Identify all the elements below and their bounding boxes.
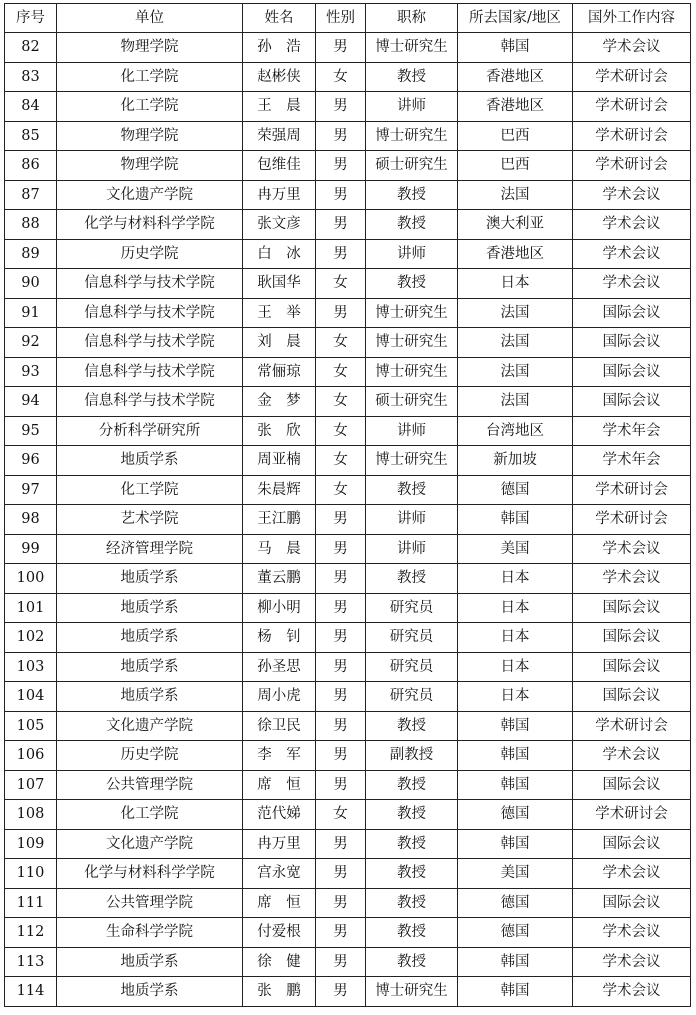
cell-work-content: 学术会议 <box>573 534 691 564</box>
cell-destination: 韩国 <box>458 977 573 1007</box>
cell-work-content: 学术会议 <box>573 859 691 889</box>
cell-name: 周小虎 <box>243 682 316 712</box>
cell-index: 87 <box>5 180 57 210</box>
cell-destination: 韩国 <box>458 505 573 535</box>
cell-destination: 日本 <box>458 564 573 594</box>
cell-work-content: 学术研讨会 <box>573 711 691 741</box>
cell-destination: 韩国 <box>458 741 573 771</box>
cell-gender: 男 <box>316 682 366 712</box>
cell-title: 研究员 <box>366 652 458 682</box>
cell-name: 冉万里 <box>243 829 316 859</box>
table-row <box>5 859 691 889</box>
cell-gender: 男 <box>316 888 366 918</box>
cell-title: 博士研究生 <box>366 357 458 387</box>
cell-index: 97 <box>5 475 57 505</box>
cell-index: 105 <box>5 711 57 741</box>
cell-destination: 韩国 <box>458 711 573 741</box>
cell-index: 91 <box>5 298 57 328</box>
cell-index: 89 <box>5 239 57 269</box>
cell-destination: 日本 <box>458 652 573 682</box>
cell-title: 教授 <box>366 947 458 977</box>
cell-unit: 公共管理学院 <box>57 770 243 800</box>
cell-work-content: 国际会议 <box>573 387 691 417</box>
cell-unit: 地质学系 <box>57 593 243 623</box>
cell-title: 讲师 <box>366 239 458 269</box>
cell-title: 教授 <box>366 564 458 594</box>
personnel-table <box>4 3 691 1007</box>
cell-title: 博士研究生 <box>366 298 458 328</box>
table-row <box>5 121 691 151</box>
table-row <box>5 711 691 741</box>
table-row <box>5 180 691 210</box>
cell-destination: 德国 <box>458 475 573 505</box>
cell-destination: 德国 <box>458 888 573 918</box>
cell-name: 荣强周 <box>243 121 316 151</box>
cell-gender: 男 <box>316 151 366 181</box>
cell-name: 耿国华 <box>243 269 316 299</box>
cell-unit: 信息科学与技术学院 <box>57 357 243 387</box>
cell-work-content: 学术会议 <box>573 947 691 977</box>
cell-work-content: 国际会议 <box>573 623 691 653</box>
table-row <box>5 62 691 92</box>
cell-name: 白 冰 <box>243 239 316 269</box>
cell-work-content: 国际会议 <box>573 888 691 918</box>
cell-destination: 香港地区 <box>458 92 573 122</box>
cell-title: 博士研究生 <box>366 33 458 63</box>
cell-work-content: 学术研讨会 <box>573 121 691 151</box>
cell-work-content: 学术研讨会 <box>573 92 691 122</box>
cell-work-content: 学术会议 <box>573 239 691 269</box>
table-row <box>5 33 691 63</box>
cell-gender: 男 <box>316 711 366 741</box>
table-row <box>5 210 691 240</box>
cell-unit: 物理学院 <box>57 121 243 151</box>
cell-work-content: 学术研讨会 <box>573 475 691 505</box>
cell-name: 董云鹏 <box>243 564 316 594</box>
cell-destination: 法国 <box>458 180 573 210</box>
cell-destination: 美国 <box>458 534 573 564</box>
cell-index: 96 <box>5 446 57 476</box>
cell-destination: 日本 <box>458 269 573 299</box>
cell-work-content: 学术会议 <box>573 210 691 240</box>
table-header-row <box>5 4 691 33</box>
cell-index: 86 <box>5 151 57 181</box>
cell-title: 博士研究生 <box>366 121 458 151</box>
cell-unit: 化学与材料科学学院 <box>57 210 243 240</box>
cell-index: 95 <box>5 416 57 446</box>
table-row <box>5 623 691 653</box>
cell-name: 付爱根 <box>243 918 316 948</box>
table-row <box>5 269 691 299</box>
cell-gender: 男 <box>316 92 366 122</box>
cell-unit: 地质学系 <box>57 947 243 977</box>
cell-name: 马 晨 <box>243 534 316 564</box>
cell-unit: 化工学院 <box>57 92 243 122</box>
cell-index: 106 <box>5 741 57 771</box>
cell-unit: 物理学院 <box>57 151 243 181</box>
table-row <box>5 92 691 122</box>
cell-name: 杨 钊 <box>243 623 316 653</box>
cell-work-content: 学术会议 <box>573 741 691 771</box>
cell-unit: 地质学系 <box>57 446 243 476</box>
cell-index: 104 <box>5 682 57 712</box>
cell-destination: 日本 <box>458 682 573 712</box>
cell-name: 张 鹏 <box>243 977 316 1007</box>
cell-destination: 香港地区 <box>458 239 573 269</box>
cell-gender: 男 <box>316 741 366 771</box>
cell-gender: 女 <box>316 328 366 358</box>
cell-work-content: 国际会议 <box>573 652 691 682</box>
cell-title: 教授 <box>366 210 458 240</box>
cell-work-content: 国际会议 <box>573 770 691 800</box>
cell-destination: 新加坡 <box>458 446 573 476</box>
cell-gender: 男 <box>316 534 366 564</box>
cell-unit: 信息科学与技术学院 <box>57 328 243 358</box>
cell-title: 教授 <box>366 859 458 889</box>
header-destination: 所去国家/地区 <box>458 4 573 33</box>
cell-name: 王 晨 <box>243 92 316 122</box>
cell-work-content: 学术会议 <box>573 918 691 948</box>
cell-destination: 澳大利亚 <box>458 210 573 240</box>
cell-work-content: 学术会议 <box>573 180 691 210</box>
cell-index: 85 <box>5 121 57 151</box>
cell-title: 教授 <box>366 800 458 830</box>
header-work-content: 国外工作内容 <box>573 4 691 33</box>
cell-name: 周亚楠 <box>243 446 316 476</box>
cell-title: 博士研究生 <box>366 328 458 358</box>
cell-work-content: 学术会议 <box>573 977 691 1007</box>
cell-name: 金 梦 <box>243 387 316 417</box>
cell-gender: 男 <box>316 505 366 535</box>
cell-gender: 女 <box>316 475 366 505</box>
cell-title: 教授 <box>366 269 458 299</box>
table-row <box>5 446 691 476</box>
cell-gender: 男 <box>316 33 366 63</box>
cell-index: 114 <box>5 977 57 1007</box>
cell-destination: 韩国 <box>458 770 573 800</box>
cell-destination: 韩国 <box>458 33 573 63</box>
cell-unit: 信息科学与技术学院 <box>57 387 243 417</box>
cell-index: 102 <box>5 623 57 653</box>
cell-gender: 女 <box>316 357 366 387</box>
cell-name: 王江鹏 <box>243 505 316 535</box>
table-row <box>5 682 691 712</box>
cell-gender: 女 <box>316 387 366 417</box>
header-index: 序号 <box>5 4 57 33</box>
cell-gender: 男 <box>316 859 366 889</box>
cell-unit: 物理学院 <box>57 33 243 63</box>
cell-unit: 公共管理学院 <box>57 888 243 918</box>
cell-unit: 化学与材料科学学院 <box>57 859 243 889</box>
cell-gender: 男 <box>316 564 366 594</box>
cell-work-content: 国际会议 <box>573 593 691 623</box>
table-row <box>5 298 691 328</box>
cell-work-content: 国际会议 <box>573 328 691 358</box>
cell-gender: 女 <box>316 416 366 446</box>
cell-index: 90 <box>5 269 57 299</box>
cell-gender: 男 <box>316 918 366 948</box>
cell-index: 88 <box>5 210 57 240</box>
cell-name: 徐卫民 <box>243 711 316 741</box>
cell-destination: 美国 <box>458 859 573 889</box>
cell-unit: 地质学系 <box>57 977 243 1007</box>
cell-gender: 女 <box>316 800 366 830</box>
cell-unit: 历史学院 <box>57 741 243 771</box>
cell-work-content: 学术研讨会 <box>573 151 691 181</box>
table-row <box>5 770 691 800</box>
cell-unit: 信息科学与技术学院 <box>57 269 243 299</box>
cell-title: 硕士研究生 <box>366 387 458 417</box>
cell-unit: 地质学系 <box>57 564 243 594</box>
cell-gender: 男 <box>316 623 366 653</box>
cell-title: 教授 <box>366 918 458 948</box>
cell-name: 朱晨辉 <box>243 475 316 505</box>
cell-unit: 文化遗产学院 <box>57 180 243 210</box>
header-gender: 性别 <box>316 4 366 33</box>
cell-work-content: 学术会议 <box>573 269 691 299</box>
cell-work-content: 国际会议 <box>573 829 691 859</box>
cell-index: 112 <box>5 918 57 948</box>
cell-destination: 法国 <box>458 387 573 417</box>
cell-index: 92 <box>5 328 57 358</box>
cell-gender: 女 <box>316 62 366 92</box>
cell-work-content: 国际会议 <box>573 682 691 712</box>
cell-name: 孙 浩 <box>243 33 316 63</box>
cell-work-content: 学术会议 <box>573 564 691 594</box>
table-row <box>5 328 691 358</box>
cell-unit: 文化遗产学院 <box>57 829 243 859</box>
table-row <box>5 918 691 948</box>
cell-name: 席 恒 <box>243 888 316 918</box>
cell-gender: 男 <box>316 210 366 240</box>
table-row <box>5 387 691 417</box>
cell-title: 教授 <box>366 770 458 800</box>
cell-index: 107 <box>5 770 57 800</box>
cell-gender: 男 <box>316 593 366 623</box>
cell-gender: 女 <box>316 269 366 299</box>
cell-unit: 文化遗产学院 <box>57 711 243 741</box>
cell-index: 111 <box>5 888 57 918</box>
table-row <box>5 800 691 830</box>
table-row <box>5 416 691 446</box>
cell-destination: 香港地区 <box>458 62 573 92</box>
cell-name: 范代娣 <box>243 800 316 830</box>
cell-name: 张 欣 <box>243 416 316 446</box>
cell-unit: 化工学院 <box>57 62 243 92</box>
cell-gender: 女 <box>316 446 366 476</box>
cell-title: 讲师 <box>366 534 458 564</box>
cell-gender: 男 <box>316 652 366 682</box>
cell-title: 博士研究生 <box>366 977 458 1007</box>
cell-work-content: 国际会议 <box>573 298 691 328</box>
cell-index: 113 <box>5 947 57 977</box>
table-row <box>5 564 691 594</box>
header-unit: 单位 <box>57 4 243 33</box>
cell-title: 教授 <box>366 888 458 918</box>
table-row <box>5 239 691 269</box>
cell-name: 孙圣思 <box>243 652 316 682</box>
cell-title: 研究员 <box>366 682 458 712</box>
cell-title: 讲师 <box>366 92 458 122</box>
cell-unit: 地质学系 <box>57 652 243 682</box>
cell-work-content: 学术会议 <box>573 33 691 63</box>
cell-unit: 化工学院 <box>57 475 243 505</box>
cell-destination: 韩国 <box>458 947 573 977</box>
table-row <box>5 829 691 859</box>
cell-index: 110 <box>5 859 57 889</box>
cell-gender: 男 <box>316 947 366 977</box>
cell-gender: 男 <box>316 239 366 269</box>
cell-name: 席 恒 <box>243 770 316 800</box>
cell-destination: 台湾地区 <box>458 416 573 446</box>
cell-title: 讲师 <box>366 416 458 446</box>
cell-title: 教授 <box>366 829 458 859</box>
cell-gender: 男 <box>316 829 366 859</box>
cell-work-content: 学术年会 <box>573 416 691 446</box>
cell-title: 硕士研究生 <box>366 151 458 181</box>
cell-index: 103 <box>5 652 57 682</box>
cell-name: 常俪琼 <box>243 357 316 387</box>
cell-unit: 历史学院 <box>57 239 243 269</box>
cell-name: 徐 健 <box>243 947 316 977</box>
cell-index: 101 <box>5 593 57 623</box>
cell-title: 研究员 <box>366 623 458 653</box>
cell-work-content: 国际会议 <box>573 357 691 387</box>
cell-index: 100 <box>5 564 57 594</box>
cell-destination: 日本 <box>458 623 573 653</box>
table-row <box>5 888 691 918</box>
cell-title: 教授 <box>366 711 458 741</box>
cell-destination: 德国 <box>458 800 573 830</box>
cell-title: 副教授 <box>366 741 458 771</box>
table-row <box>5 505 691 535</box>
cell-index: 108 <box>5 800 57 830</box>
cell-index: 83 <box>5 62 57 92</box>
cell-index: 98 <box>5 505 57 535</box>
cell-index: 82 <box>5 33 57 63</box>
cell-destination: 日本 <box>458 593 573 623</box>
cell-destination: 法国 <box>458 328 573 358</box>
cell-name: 张文彦 <box>243 210 316 240</box>
table-row <box>5 151 691 181</box>
cell-title: 教授 <box>366 475 458 505</box>
cell-unit: 地质学系 <box>57 682 243 712</box>
cell-destination: 德国 <box>458 918 573 948</box>
cell-destination: 巴西 <box>458 151 573 181</box>
cell-destination: 法国 <box>458 298 573 328</box>
table-row <box>5 534 691 564</box>
cell-title: 研究员 <box>366 593 458 623</box>
cell-unit: 经济管理学院 <box>57 534 243 564</box>
cell-unit: 生命科学学院 <box>57 918 243 948</box>
table-row <box>5 977 691 1007</box>
cell-name: 冉万里 <box>243 180 316 210</box>
cell-name: 刘 晨 <box>243 328 316 358</box>
cell-name: 柳小明 <box>243 593 316 623</box>
cell-gender: 男 <box>316 180 366 210</box>
header-name: 姓名 <box>243 4 316 33</box>
cell-title: 讲师 <box>366 505 458 535</box>
cell-gender: 男 <box>316 121 366 151</box>
cell-index: 99 <box>5 534 57 564</box>
cell-work-content: 学术研讨会 <box>573 505 691 535</box>
cell-destination: 巴西 <box>458 121 573 151</box>
cell-unit: 分析科学研究所 <box>57 416 243 446</box>
cell-unit: 化工学院 <box>57 800 243 830</box>
cell-work-content: 学术年会 <box>573 446 691 476</box>
cell-unit: 信息科学与技术学院 <box>57 298 243 328</box>
table-row <box>5 475 691 505</box>
table-row <box>5 652 691 682</box>
cell-name: 包维佳 <box>243 151 316 181</box>
cell-unit: 艺术学院 <box>57 505 243 535</box>
cell-name: 赵彬侠 <box>243 62 316 92</box>
cell-title: 教授 <box>366 62 458 92</box>
cell-name: 宫永宽 <box>243 859 316 889</box>
table-row <box>5 741 691 771</box>
cell-gender: 男 <box>316 977 366 1007</box>
cell-work-content: 学术研讨会 <box>573 800 691 830</box>
cell-title: 博士研究生 <box>366 446 458 476</box>
cell-gender: 男 <box>316 298 366 328</box>
cell-destination: 韩国 <box>458 829 573 859</box>
cell-work-content: 学术研讨会 <box>573 62 691 92</box>
cell-title: 教授 <box>366 180 458 210</box>
cell-index: 84 <box>5 92 57 122</box>
cell-index: 94 <box>5 387 57 417</box>
table-row <box>5 357 691 387</box>
cell-name: 王 举 <box>243 298 316 328</box>
cell-index: 109 <box>5 829 57 859</box>
table-row <box>5 947 691 977</box>
header-title: 职称 <box>366 4 458 33</box>
cell-name: 李 军 <box>243 741 316 771</box>
table-body <box>5 33 691 1007</box>
cell-unit: 地质学系 <box>57 623 243 653</box>
table-row <box>5 593 691 623</box>
cell-gender: 男 <box>316 770 366 800</box>
cell-destination: 法国 <box>458 357 573 387</box>
cell-index: 93 <box>5 357 57 387</box>
